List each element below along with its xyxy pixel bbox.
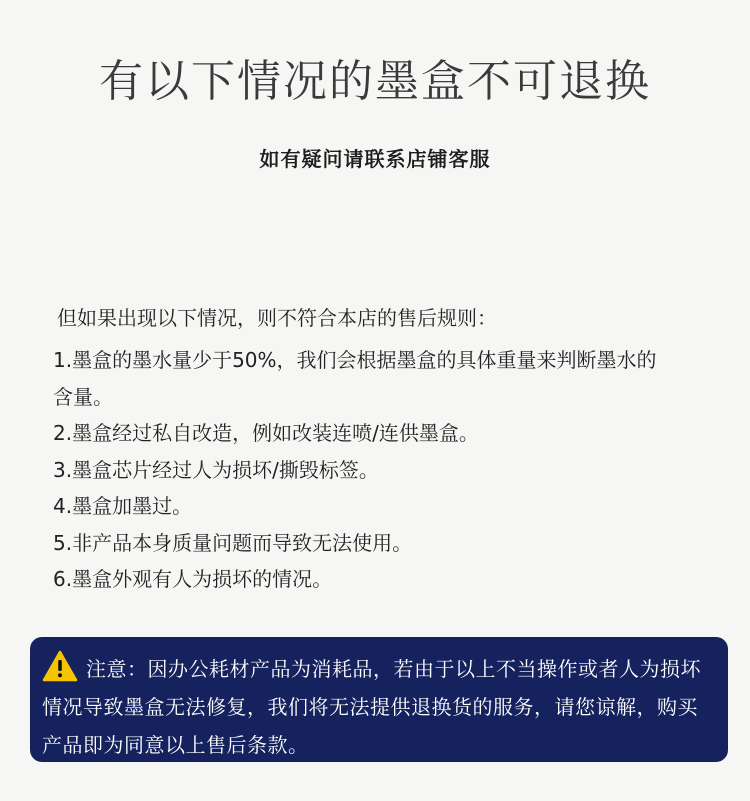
page-title: 有以下情况的墨盒不可退换	[99, 56, 651, 107]
rule-item-1: 1.墨盒的墨水量少于50%，我们会根据墨盒的具体重量来判断墨水的	[53, 348, 657, 372]
contact-subtitle: 如有疑问请联系店铺客服	[259, 147, 491, 171]
rule-item-3: 3.墨盒芯片经过人为损坏/撕毁标签。	[53, 457, 379, 482]
rule-item-4: 4.墨盒加墨过。	[53, 494, 193, 518]
rules-list	[53, 342, 733, 598]
rule-item-1-continued: 含量。	[53, 384, 113, 409]
notice-text: 注意：因办公耗材产品为消耗品，若由于以上不当操作或者人为损坏情况导致墨盒无法修复，我们将无法提供退换货的服务，请您谅解，购买产品即为同意以上售后条款。	[42, 657, 701, 757]
notice-box	[30, 637, 728, 762]
rule-item-5: 5.非产品本身质量问题而导致无法使用。	[53, 530, 413, 555]
rule-item-2: 2.墨盒经过私自改造，例如改装连喷/连供墨盒。	[53, 421, 479, 445]
warning-triangle-icon	[42, 650, 78, 682]
rule-item-6: 6.墨盒外观有人为损坏的情况。	[53, 567, 333, 591]
policy-intro: 但如果出现以下情况，则不符合本店的售后规则：	[57, 306, 497, 330]
